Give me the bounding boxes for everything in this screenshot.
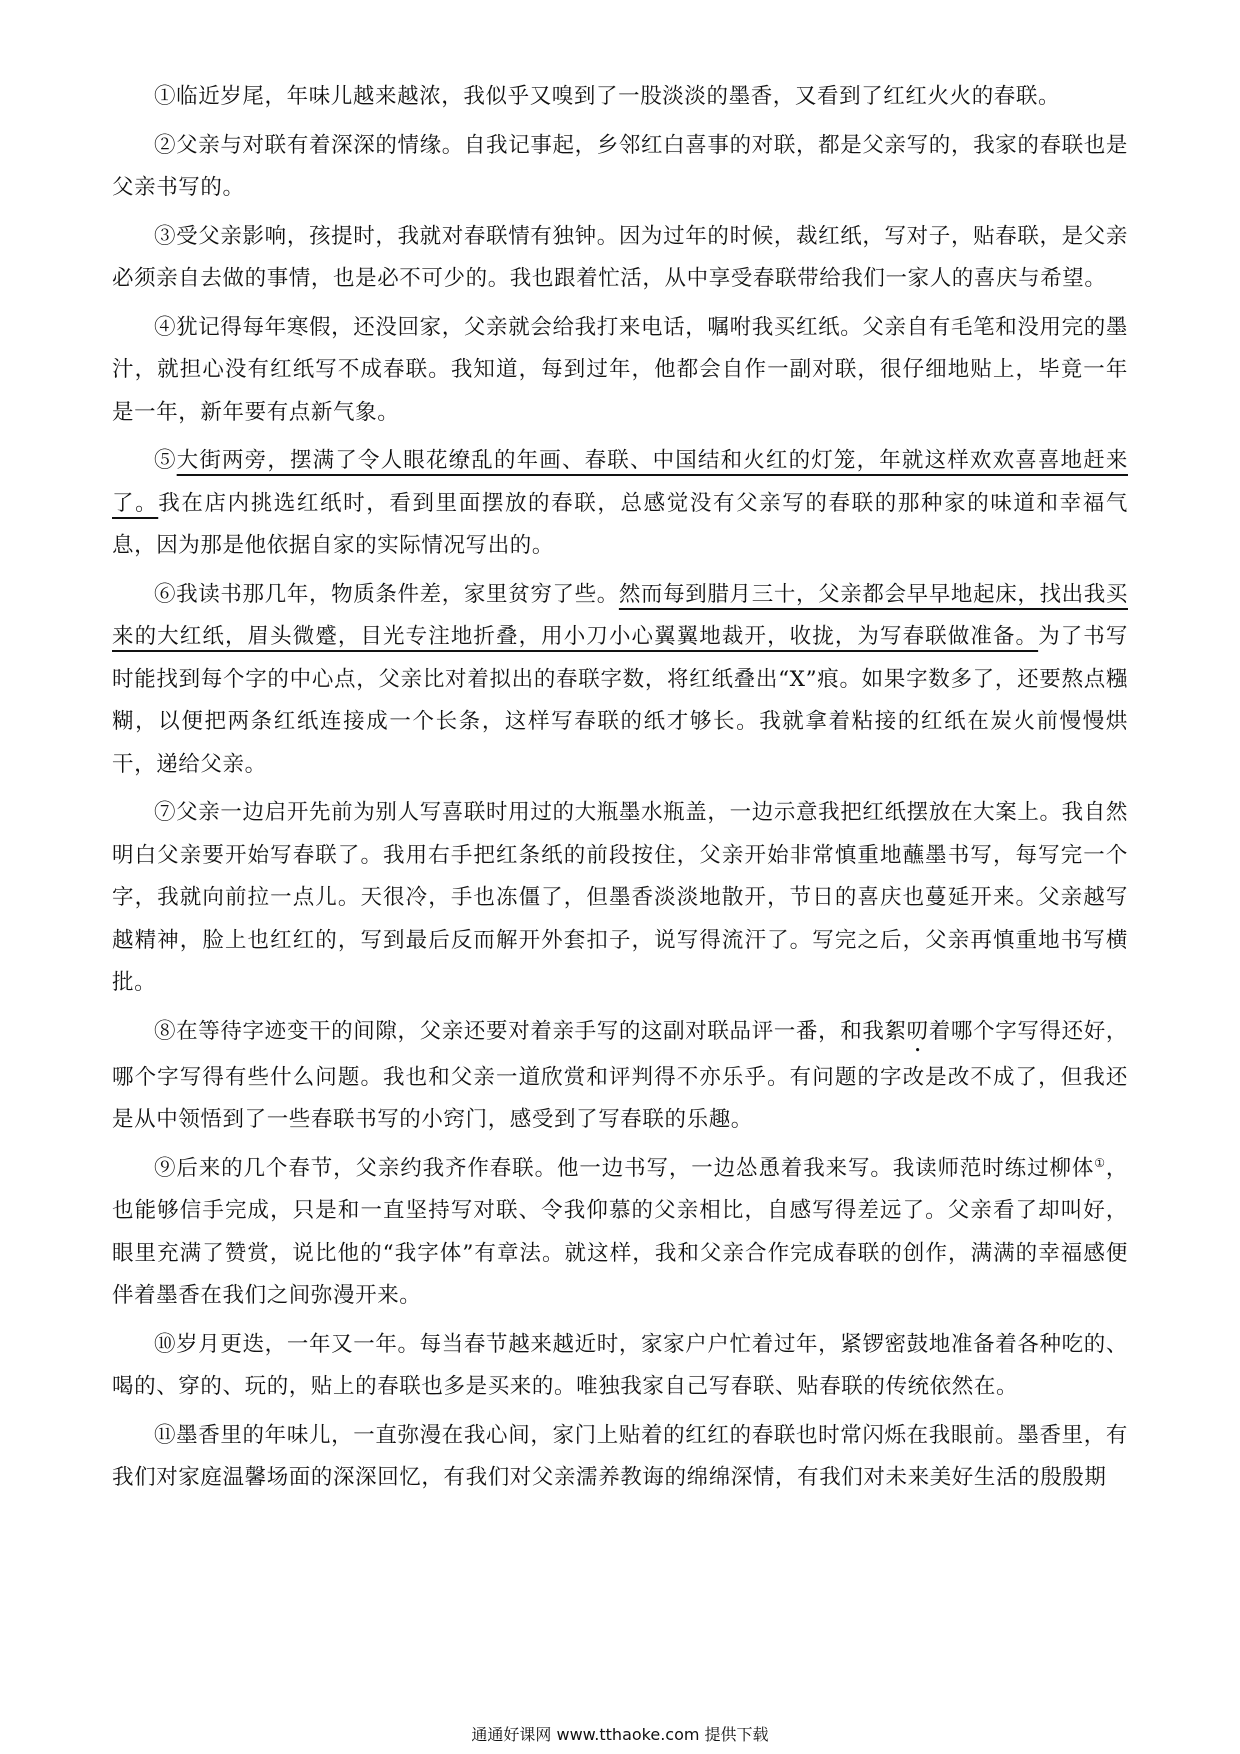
paragraph-8 [112, 1011, 1128, 1142]
paragraph-3: ③受父亲影响，孩提时，我就对春联情有独钟。因为过年的时候，裁红纸，写对子，贴春联，是父亲必须亲自去做的事情，也是必不可少的。我也跟着忙活，从中享受春联带给我们一家人的喜庆与希望。 [112, 223, 1128, 291]
paragraph-5-underlined-sentence: 大街两旁，摆满了令人眼花缭乱的年画、春联、中国结和火红的灯笼，年就这样欢欢喜喜地赶来了。 [112, 448, 1128, 516]
paragraph-10: ⑩岁月更迭，一年又一年。每当春节越来越近时，家家户户忙着过年，紧锣密鼓地准备着各种吃的、喝的、穿的、玩的，贴上的春联也多是买来的。唯独我家自己写春联、贴春联的传统依然在。 [112, 1331, 1128, 1399]
paragraph-8-after: 着哪个字写得还好，哪个字写得有些什么问题。我也和父亲一道欣赏和评判得不亦乐乎。有问题的字改是改不成了，但我还是从中领悟到了一些春联书写的小窍门，感受到了写春联的乐趣。 [112, 1018, 1128, 1132]
paragraph-9-before: ⑨后来的几个春节，父亲约我齐作春联。他一边书写，一边怂恿着我来写。我读师范时练过柳体 [154, 1155, 1095, 1181]
paragraph-8-before: ⑧在等待字迹变干的间隙，父亲还要对着亲手写的这副对联品评一番，和我絮 [154, 1018, 907, 1044]
paragraph-9-after: ，也能够信手完成，只是和一直坚持写对联、令我仰慕的父亲相比，自感写得差远了。父亲看了却叫好，眼里充满了赞赏，说比他的“我字体”有章法。就这样，我和父亲合作完成春联的创作，满满的幸福感便伴着墨香在我们之间弥漫开来。 [112, 1155, 1128, 1308]
paragraph-9 [112, 1148, 1128, 1318]
paragraph-5-number: ⑤ [154, 448, 177, 473]
paragraph-5 [112, 440, 1128, 568]
paragraph-6-rest: 为了书写时能找到每个字的中心点，父亲比对着拟出的春联字数，将红纸叠出“X”痕。如果字数多了，还要熬点糨糊，以便把两条红纸连接成一个长条，这样写春联的纸才够长。我就拿着粘接的红纸在炭火前慢慢烘干，递给父亲。 [112, 624, 1128, 777]
footnote-marker: ① [1094, 1155, 1106, 1170]
paragraph-1: ①临近岁尾，年味儿越来越浓，我似乎又嗅到了一股淡淡的墨香，又看到了红红火火的春联。 [154, 84, 1061, 109]
paragraph-7: ⑦父亲一边启开先前为别人写喜联时用过的大瓶墨水瓶盖，一边示意我把红纸摆放在大案上。我自然明白父亲要开始写春联了。我用右手把红条纸的前段按住，父亲开始非常慎重地蘸墨书写，每写完一个字，我就向前拉一点儿。天很冷，手也冻僵了，但墨香淡淡地散开，节日的喜庆也蔓延开来。父亲越写越精神，脸上也红红的，写到最后反而解开外套扣子，说写得流汗了。写完之后，父亲再慎重地书写横批。 [112, 800, 1128, 995]
paragraph-6-underlined-sentence: 然而每到腊月三十，父亲都会早早地起床，找出我买来的大红纸，眉头微蹙，目光专注地折叠，用小刀小心翼翼地裁开，收拢，为写春联做准备。 [112, 581, 1128, 649]
paragraph-5-rest: 我在店内挑选红纸时，看到里面摆放的春联，总感觉没有父亲写的春联的那种家的味道和幸福气息，因为那是他依据自家的实际情况写出的。 [112, 490, 1128, 558]
paragraph-4: ④犹记得每年寒假，还没回家，父亲就会给我打来电话，嘱咐我买红纸。父亲自有毛笔和没用完的墨汁，就担心没有红纸写不成春联。我知道，每到过年，他都会自作一副对联，很仔细地贴上，毕竟一年是一年，新年要有点新气象。 [112, 314, 1128, 425]
paragraph-11: ⑪墨香里的年味儿，一直弥漫在我心间，家门上贴着的红红的春联也时常闪烁在我眼前。墨香里，有我们对家庭温馨场面的深深回忆，有我们对父亲濡养教诲的绵绵深情，有我们对未来美好生活的殷殷期 [112, 1422, 1128, 1490]
article-body [112, 76, 1128, 1506]
paragraph-6 [112, 574, 1128, 787]
paragraph-6-lead: ⑥我读书那几年，物质条件差，家里贫穷了些。 [154, 581, 619, 607]
paragraph-2: ②父亲与对联有着深深的情缘。自我记事起，乡邻红白喜事的对联，都是父亲写的，我家的春联也是父亲书写的。 [112, 132, 1128, 200]
paragraph-8-dotted-char: 叨 [906, 1018, 929, 1044]
page-footer: 通通好课网 www.tthaoke.com 提供下载 [471, 1725, 769, 1744]
